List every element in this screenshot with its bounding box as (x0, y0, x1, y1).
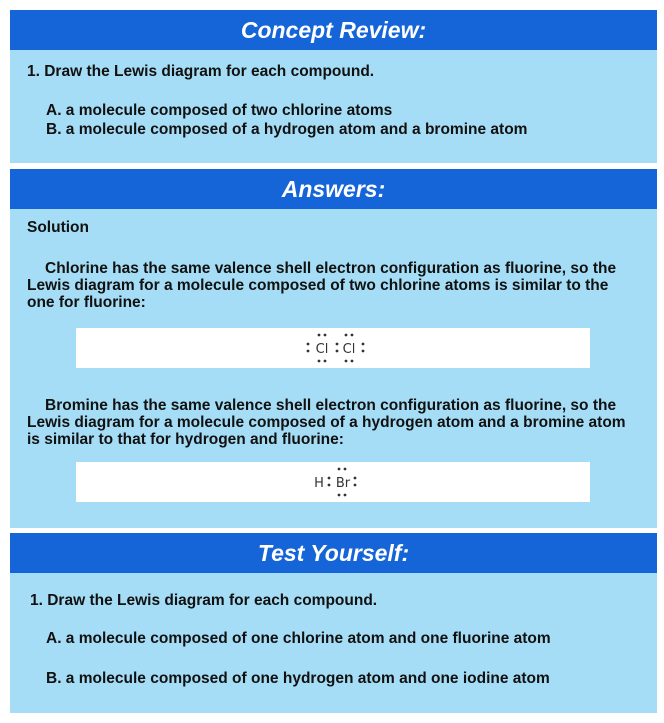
concept-review-item-a: A. a molecule composed of two chlorine atoms (46, 102, 393, 119)
concept-review-item-b: B. a molecule composed of a hydrogen atom and a bromine atom (46, 121, 528, 138)
concept-review-question: 1. Draw the Lewis diagram for each compound. (27, 63, 375, 80)
solution-label: Solution (27, 219, 89, 236)
answer-paragraph-2: Bromine has the same valence shell electron configuration as fluorine, so the Lewis diagram for a molecule composed of a hydrogen atom and a bromine atom is similar to that for hydrogen and fluorine: (27, 397, 626, 448)
lewis1-atom2: Cl (342, 342, 356, 357)
answers-heading: Answers: (10, 169, 657, 209)
lewis2-atom1: H (314, 476, 324, 491)
test-yourself-question: 1. Draw the Lewis diagram for each compound. (30, 592, 378, 609)
lewis2-atom2: Br (335, 476, 351, 491)
concept-review-heading: Concept Review: (10, 10, 657, 50)
lewis1-atom1: Cl (315, 342, 329, 357)
test-yourself-item-b: B. a molecule composed of one hydrogen atom and one iodine atom (46, 670, 550, 687)
test-yourself-heading: Test Yourself: (10, 533, 657, 573)
lewis-diagram-cl2 (76, 328, 590, 368)
test-yourself-item-a: A. a molecule composed of one chlorine atom and one fluorine atom (46, 630, 551, 647)
answer-paragraph-1: Chlorine has the same valence shell electron configuration as fluorine, so the Lewis diagram for a molecule composed of two chlorine atoms is similar to the one for fluorine: (27, 260, 617, 311)
lewis-diagram-hbr (76, 462, 590, 502)
